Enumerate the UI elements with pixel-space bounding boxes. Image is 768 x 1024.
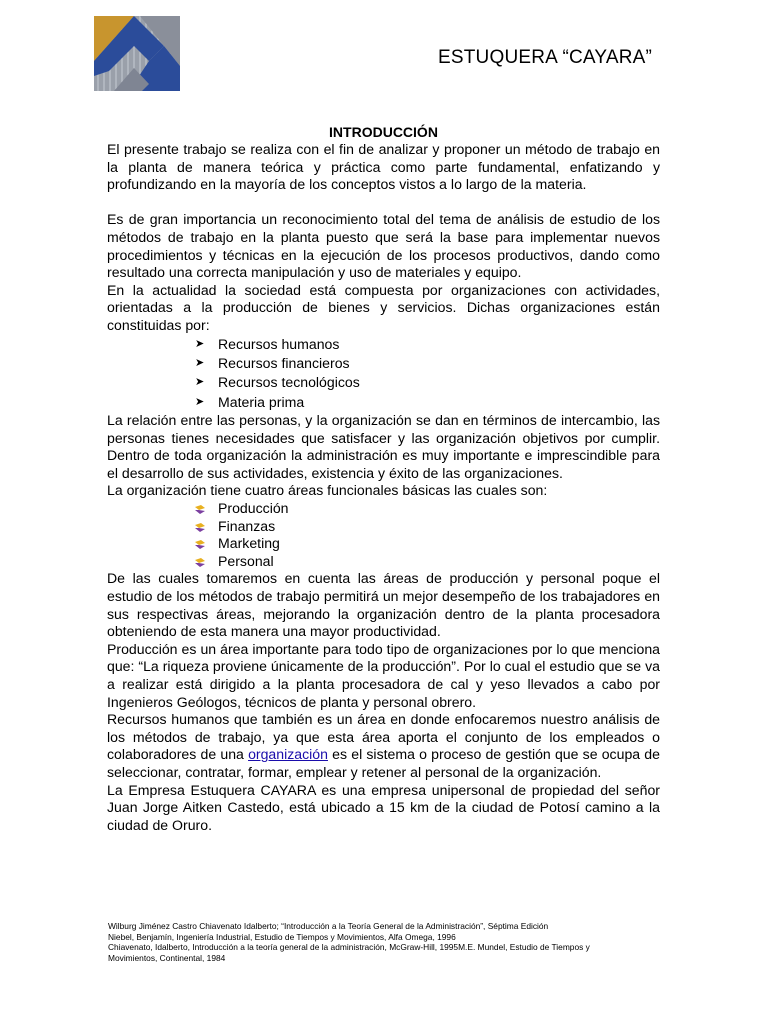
paragraph-1: El presente trabajo se realiza con el fin de analizar y proponer un método de trabajo en la planta de manera teórica y práctica como parte fundamental, enfatizando y profundizando en la mayoría de los conceptos vistos a lo largo de la materia. <box>107 141 660 193</box>
flag-bullet-icon <box>195 505 205 514</box>
paragraph-8: Recursos humanos que también es un área en donde enfocaremos nuestro análisis de los métodos de trabajo, ya que esta área aporta el conjunto de los empleados o colaboradores de una organización es el sistema o proceso de gestión que se ocupa de seleccionar, contratar, formar, emplear y retener al personal de la organización. <box>107 711 660 780</box>
list-item: Producción <box>193 500 660 518</box>
footnote-2: Niebel, Benjamín, Ingeniería Industrial, Estudio de Tiempos y Movimientos, Alfa Omega, 1996 <box>108 931 456 942</box>
page-header-title: ESTUQUERA “CAYARA” <box>438 47 653 68</box>
paragraph-9: La Empresa Estuquera CAYARA es una empresa unipersonal de propiedad del señor Juan Jorge Aitken Castedo, está ubicado a 15 km de la ciudad de Potosí camino a la ciudad de Oruro. <box>107 781 660 833</box>
logo-icon <box>94 16 180 91</box>
flag-bullet-icon <box>195 540 205 549</box>
paragraph-5: La organización tiene cuatro áreas funcionales básicas las cuales son: <box>107 482 548 499</box>
resources-list <box>107 335 660 413</box>
arrowhead-bullet-icon: ➤ <box>195 376 205 389</box>
arrowhead-bullet-icon: ➤ <box>195 356 205 369</box>
list-item: Personal <box>193 553 660 571</box>
list-item: ➤ Recursos financieros <box>193 354 660 373</box>
arrowhead-bullet-icon: ➤ <box>195 395 205 408</box>
organizacion-link[interactable]: organización <box>248 746 328 763</box>
list-item: Marketing <box>193 535 660 553</box>
arrowhead-bullet-icon: ➤ <box>195 337 205 350</box>
paragraph-4: La relación entre las personas, y la organización se dan en términos de intercambio, las personas tienes necesidades que satisfacer y las organización objetivos por cumplir. Dentro de toda organización la administración es muy importante e imprescindible para el desarrollo de sus actividades, existencia y éxito de las organizaciones. <box>107 412 660 481</box>
paragraph-7: Producción es un área importante para todo tipo de organizaciones por lo que menciona que: “La riqueza proviene únicamente de la producción”. Por lo cual el estudio que se va a realizar está dirigido a la planta procesadora de cal y yeso llevados a cabo por Ingenieros Geólogos, técnicos de planta y personal obrero. <box>107 640 660 710</box>
company-logo <box>94 16 180 91</box>
areas-list <box>107 500 660 570</box>
flag-bullet-icon <box>195 523 205 532</box>
paragraph-6: De las cuales tomaremos en cuenta las áreas de producción y personal poque el estudio de los métodos de trabajo permitirá un mejor desempeño de los trabajadores en sus respectivas áreas, mejorando la organización dentro de la planta procesadora obteniendo de esta manera una mayor productividad. <box>107 570 660 640</box>
flag-bullet-icon <box>195 558 205 567</box>
footnote-4: Movimientos, Continental, 1984 <box>108 952 226 963</box>
document-body <box>107 124 660 834</box>
paragraph-2: Es de gran importancia un reconocimiento total del tema de análisis de estudio de los métodos de trabajo en la planta puesto que será la base para implementar nuevos procedimientos y técnicas en la ejecución de los procesos productivos, dando como resultado una correcta manipulación y uso de materiales y equipo. <box>107 211 660 281</box>
list-item: ➤ Materia prima <box>193 393 660 412</box>
paragraph-gap <box>107 194 660 212</box>
list-item: ➤ Recursos tecnológicos <box>193 373 660 392</box>
footnote-3: Chiavenato, Idalberto, Introducción a la teoría general de la administración, McGraw-Hill, 1995M.E. Mundel, Estudio de Tiempos y <box>108 942 590 953</box>
paragraph-3: En la actualidad la sociedad está compuesta por organizaciones con actividades, orientadas a la producción de bienes y servicios. Dichas organizaciones están constituidas por: <box>107 281 660 333</box>
list-item: Finanzas <box>193 518 660 536</box>
footnote-1: Wilburg Jiménez Castro Chiavenato Idalberto; “Introducción a la Teoría General de la Administración”, Séptima Edición <box>108 921 549 931</box>
list-item: ➤ Recursos humanos <box>193 335 660 354</box>
footnotes <box>108 921 628 963</box>
document-title: INTRODUCCIÓN <box>329 124 438 140</box>
